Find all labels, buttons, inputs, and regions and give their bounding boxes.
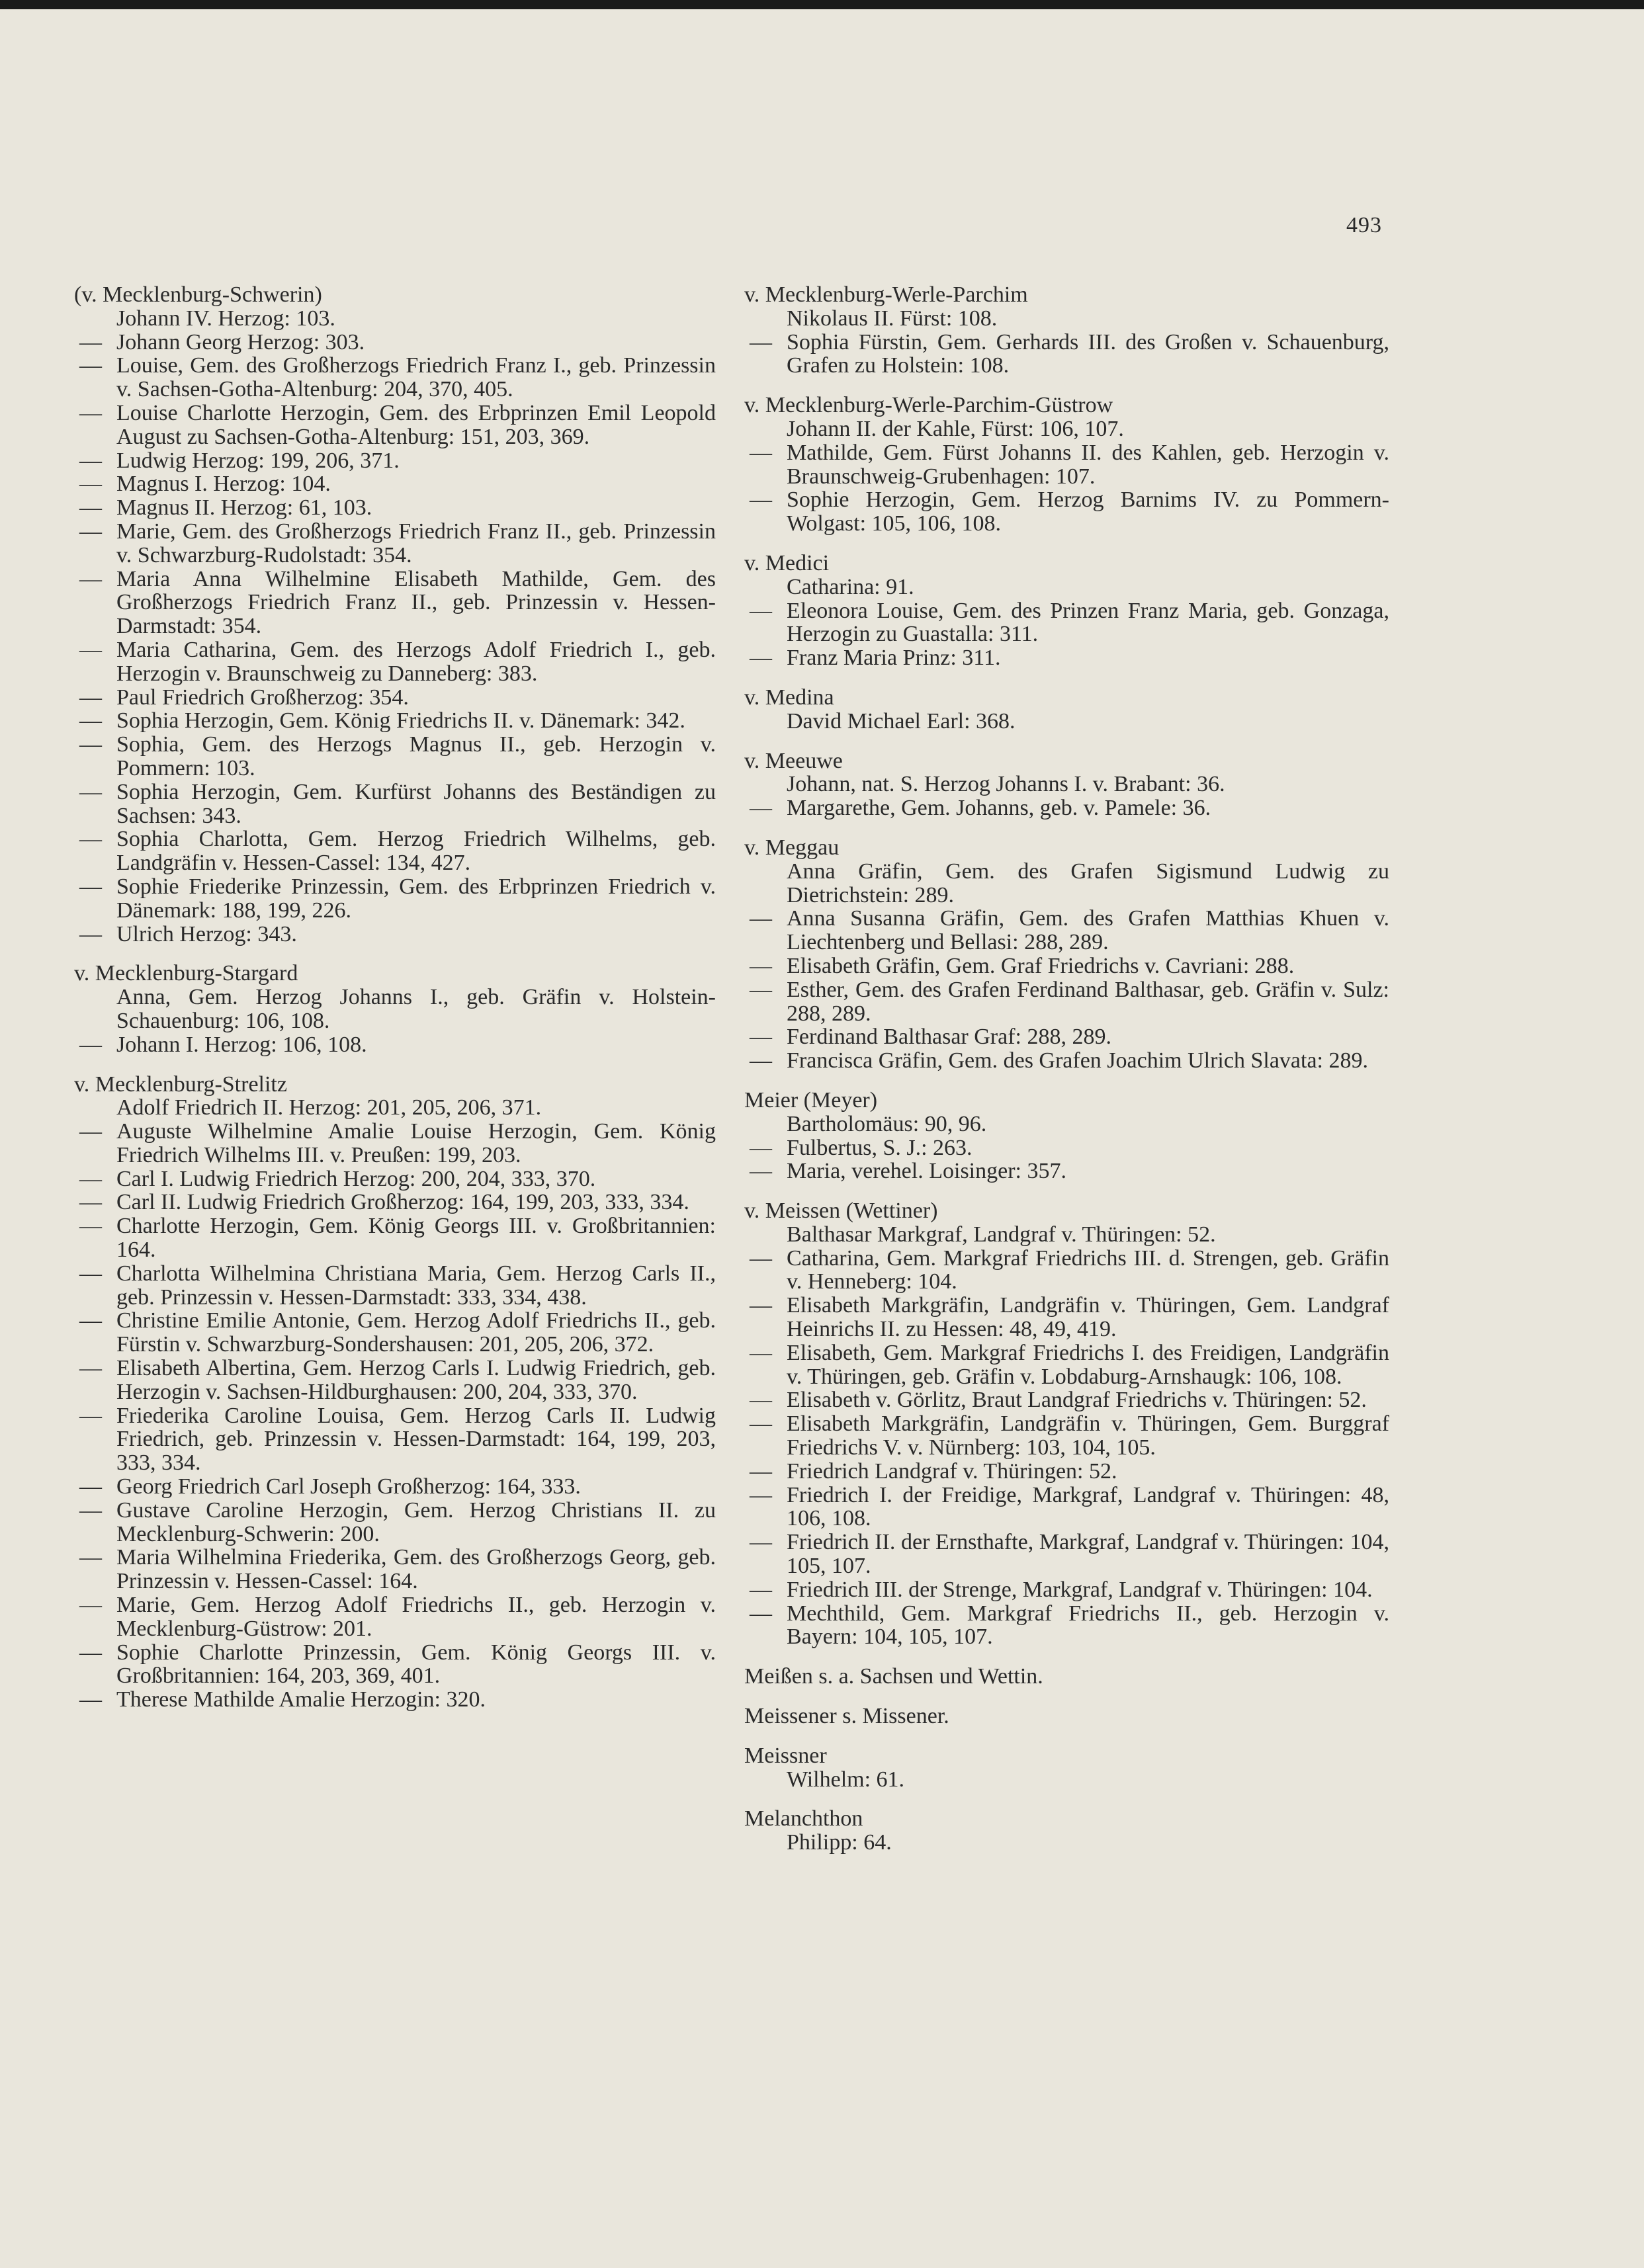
index-entry: — Ludwig Herzog: 199, 206, 371. xyxy=(74,449,716,473)
page-top-edge xyxy=(0,0,1644,9)
index-entry: — Sophia, Gem. des Herzogs Magnus II., geb. Herzogin v. Pommern: 103. xyxy=(74,733,716,780)
index-entry: — Elisabeth Markgräfin, Landgräfin v. Thüringen, Gem. Burggraf Friedrichs V. v. Nürnberg: 103, 104, 105. xyxy=(744,1412,1389,1460)
index-entry: — Franz Maria Prinz: 311. xyxy=(744,646,1389,670)
index-entry: — Maria, verehel. Loisinger: 357. xyxy=(744,1159,1389,1183)
index-entry: — Sophie Friederike Prinzessin, Gem. des Erbprinzen Friedrich v. Dänemark: 188, 199, 226. xyxy=(74,875,716,923)
index-group-title: v. Meeuwe xyxy=(744,748,843,773)
index-entry: — Marie, Gem. des Großherzogs Friedrich Franz II., geb. Prinzessin v. Schwarzburg-Rudolstadt: 354. xyxy=(74,520,716,567)
index-entry: — Magnus II. Herzog: 61, 103. xyxy=(74,496,716,520)
index-entry: — Sophia Fürstin, Gem. Gerhards III. des Großen v. Schauenburg, Grafen zu Holstein: 108. xyxy=(744,331,1389,378)
index-entry: — Carl I. Ludwig Friedrich Herzog: 200, 204, 333, 370. xyxy=(74,1167,716,1191)
index-group-title: v. Mecklenburg-Stargard xyxy=(74,961,298,986)
index-group-title: Meissner xyxy=(744,1743,827,1768)
index-entry: Johann, nat. S. Herzog Johanns I. v. Brabant: 36. xyxy=(787,772,1225,797)
index-group-title: v. Mecklenburg-Strelitz xyxy=(74,1071,287,1097)
index-entry: — Louise, Gem. des Großherzogs Friedrich Franz I., geb. Prinzessin v. Sachsen-Gotha-Altenburg: 204, 370, 405. xyxy=(74,354,716,401)
index-entry: — Sophia Herzogin, Gem. Kurfürst Johanns des Beständigen zu Sachsen: 343. xyxy=(74,780,716,828)
index-group-title: v. Mecklenburg-Werle-Parchim xyxy=(744,282,1028,307)
index-entry: — Friederika Caroline Louisa, Gem. Herzog Carls II. Ludwig Friedrich, geb. Prinzessin v. Hessen-Darmstadt: 164, 199, 203, 333, 334. xyxy=(74,1404,716,1475)
index-group xyxy=(744,1807,1389,1855)
index-entry: — Fulbertus, S. J.: 263. xyxy=(744,1136,1389,1160)
index-entry: — Anna Susanna Gräfin, Gem. des Grafen Matthias Khuen v. Liechtenberg und Bellasi: 288, 289. xyxy=(744,907,1389,954)
index-group xyxy=(744,1704,1389,1728)
index-group-title: v. Mecklenburg-Werle-Parchim-Güstrow xyxy=(744,393,1113,418)
index-entry: — Carl II. Ludwig Friedrich Großherzog: 164, 199, 203, 333, 334. xyxy=(74,1191,716,1214)
index-entry: Philipp: 64. xyxy=(787,1830,892,1855)
index-group xyxy=(74,283,716,946)
index-group xyxy=(744,686,1389,734)
index-entry: — Friedrich Landgraf v. Thüringen: 52. xyxy=(744,1460,1389,1484)
index-group xyxy=(74,962,716,1056)
index-entry: — Maria Catharina, Gem. des Herzogs Adolf Friedrich I., geb. Herzogin v. Braunschweig zu Danneberg: 383. xyxy=(74,638,716,686)
index-entry: — Maria Anna Wilhelmine Elisabeth Mathilde, Gem. des Großherzogs Friedrich Franz II., geb. Prinzessin v. Hessen-Darmstadt: 354. xyxy=(74,567,716,638)
index-entry: Balthasar Markgraf, Landgraf v. Thüringen: 52. xyxy=(787,1222,1216,1247)
index-group xyxy=(74,1073,716,1712)
index-entry: — Maria Wilhelmina Friederika, Gem. des Großherzogs Georg, geb. Prinzessin v. Hessen-Cassel: 164. xyxy=(74,1546,716,1593)
index-entry: — Louise Charlotte Herzogin, Gem. des Erbprinzen Emil Leopold August zu Sachsen-Gotha-Altenburg: 151, 203, 369. xyxy=(74,401,716,449)
index-entry: — Sophia Charlotta, Gem. Herzog Friedrich Wilhelms, geb. Landgräfin v. Hessen-Cassel: 134, 427. xyxy=(74,827,716,875)
index-entry: — Auguste Wilhelmine Amalie Louise Herzogin, Gem. König Friedrich Wilhelms III. v. Preußen: 199, 203. xyxy=(74,1120,716,1167)
index-entry: — Elisabeth v. Görlitz, Braut Landgraf Friedrichs v. Thüringen: 52. xyxy=(744,1388,1389,1412)
index-entry: — Charlotte Herzogin, Gem. König Georgs III. v. Großbritannien: 164. xyxy=(74,1214,716,1262)
index-group-title: (v. Mecklenburg-Schwerin) xyxy=(74,282,322,307)
index-entry: Wilhelm: 61. xyxy=(787,1767,905,1792)
index-entry: — Magnus I. Herzog: 104. xyxy=(74,472,716,496)
index-group xyxy=(744,836,1389,1073)
index-group xyxy=(744,749,1389,820)
index-entry: — Mathilde, Gem. Fürst Johanns II. des Kahlen, geb. Herzogin v. Braunschweig-Grubenhagen: 107. xyxy=(744,441,1389,489)
index-entry: — Georg Friedrich Carl Joseph Großherzog: 164, 333. xyxy=(74,1475,716,1499)
index-entry: — Elisabeth, Gem. Markgraf Friedrichs I. des Freidigen, Landgräfin v. Thüringen, geb. Gräfin v. Lobdaburg-Arnshaugk: 106, 108. xyxy=(744,1341,1389,1389)
index-entry: — Sophia Herzogin, Gem. König Friedrichs II. v. Dänemark: 342. xyxy=(74,709,716,733)
index-entry: — Paul Friedrich Großherzog: 354. xyxy=(74,686,716,710)
index-group xyxy=(744,394,1389,536)
index-entry: — Esther, Gem. des Grafen Ferdinand Balthasar, geb. Gräfin v. Sulz: 288, 289. xyxy=(744,978,1389,1026)
index-entry: Adolf Friedrich II. Herzog: 201, 205, 206, 371. xyxy=(116,1095,542,1120)
index-entry: Anna Gräfin, Gem. des Grafen Sigismund Ludwig zu Dietrichstein: 289. xyxy=(787,859,1389,907)
index-group-title: Melanchthon xyxy=(744,1806,863,1831)
index-entry: — Eleonora Louise, Gem. des Prinzen Franz Maria, geb. Gonzaga, Herzogin zu Guastalla: 311. xyxy=(744,599,1389,647)
index-group xyxy=(744,1744,1389,1792)
index-group-title: v. Medici xyxy=(744,550,830,575)
index-entry: — Friedrich I. der Freidige, Markgraf, Landgraf v. Thüringen: 48, 106, 108. xyxy=(744,1484,1389,1531)
index-group xyxy=(744,552,1389,670)
index-group-title: v. Meissen (Wettiner) xyxy=(744,1198,938,1224)
index-entry: — Mechthild, Gem. Markgraf Friedrichs II., geb. Herzogin v. Bayern: 104, 105, 107. xyxy=(744,1602,1389,1650)
index-group xyxy=(744,1089,1389,1183)
index-entry: — Ferdinand Balthasar Graf: 288, 289. xyxy=(744,1025,1389,1049)
index-entry: — Therese Mathilde Amalie Herzogin: 320. xyxy=(74,1688,716,1712)
index-group-title: Meissener s. Missener. xyxy=(744,1704,949,1729)
index-entry: — Friedrich II. der Ernsthafte, Markgraf, Landgraf v. Thüringen: 104, 105, 107. xyxy=(744,1531,1389,1578)
index-entry: David Michael Earl: 368. xyxy=(787,708,1016,734)
index-entry: — Friedrich III. der Strenge, Markgraf, Landgraf v. Thüringen: 104. xyxy=(744,1578,1389,1602)
index-column-left xyxy=(74,283,716,1728)
index-group xyxy=(744,283,1389,378)
index-entry: Nikolaus II. Fürst: 108. xyxy=(787,306,998,331)
index-group xyxy=(744,1665,1389,1689)
index-entry: — Johann I. Herzog: 106, 108. xyxy=(74,1033,716,1057)
index-entry: — Elisabeth Gräfin, Gem. Graf Friedrichs v. Cavriani: 288. xyxy=(744,954,1389,978)
index-group-title: Meier (Meyer) xyxy=(744,1087,878,1113)
index-entry: — Gustave Caroline Herzogin, Gem. Herzog Christians II. zu Mecklenburg-Schwerin: 200. xyxy=(74,1499,716,1546)
index-column-right xyxy=(744,283,1389,1870)
index-entry: — Elisabeth Albertina, Gem. Herzog Carls I. Ludwig Friedrich, geb. Herzogin v. Sachsen-Hildburghausen: 200, 204, 333, 370. xyxy=(74,1357,716,1404)
page-number: 493 xyxy=(1346,213,1382,237)
index-entry: — Francisca Gräfin, Gem. des Grafen Joachim Ulrich Slavata: 289. xyxy=(744,1049,1389,1073)
index-entry: — Sophie Charlotte Prinzessin, Gem. König Georgs III. v. Großbritannien: 164, 203, 369, 401. xyxy=(74,1641,716,1689)
index-entry: Catharina: 91. xyxy=(787,574,914,599)
index-entry: — Sophie Herzogin, Gem. Herzog Barnims IV. zu Pommern-Wolgast: 105, 106, 108. xyxy=(744,488,1389,536)
index-group xyxy=(744,1199,1389,1649)
index-entry: — Catharina, Gem. Markgraf Friedrichs III. d. Strengen, geb. Gräfin v. Henneberg: 104. xyxy=(744,1247,1389,1294)
index-entry: — Marie, Gem. Herzog Adolf Friedrichs II., geb. Herzogin v. Mecklenburg-Güstrow: 201. xyxy=(74,1593,716,1641)
index-entry: — Charlotta Wilhelmina Christiana Maria, Gem. Herzog Carls II., geb. Prinzessin v. Hessen-Darmstadt: 333, 334, 438. xyxy=(74,1262,716,1310)
index-entry: Johann II. der Kahle, Fürst: 106, 107. xyxy=(787,416,1124,441)
index-entry: — Margarethe, Gem. Johanns, geb. v. Pamele: 36. xyxy=(744,796,1389,820)
index-group-title: Meißen s. a. Sachsen und Wettin. xyxy=(744,1664,1043,1689)
index-entry: — Elisabeth Markgräfin, Landgräfin v. Thüringen, Gem. Landgraf Heinrichs II. zu Hessen: 48, 49, 419. xyxy=(744,1294,1389,1341)
index-entry: Anna, Gem. Herzog Johanns I., geb. Gräfin v. Holstein-Schauenburg: 106, 108. xyxy=(116,985,716,1033)
index-group-title: v. Meggau xyxy=(744,835,840,860)
index-entry: — Ulrich Herzog: 343. xyxy=(74,923,716,946)
index-entry: Bartholomäus: 90, 96. xyxy=(787,1111,987,1136)
index-entry: — Johann Georg Herzog: 303. xyxy=(74,331,716,355)
index-entry: — Christine Emilie Antonie, Gem. Herzog Adolf Friedrichs II., geb. Fürstin v. Schwarzburg-Sondershausen: 201, 205, 206, 372. xyxy=(74,1309,716,1357)
index-entry: Johann IV. Herzog: 103. xyxy=(116,306,335,331)
index-group-title: v. Medina xyxy=(744,685,834,710)
